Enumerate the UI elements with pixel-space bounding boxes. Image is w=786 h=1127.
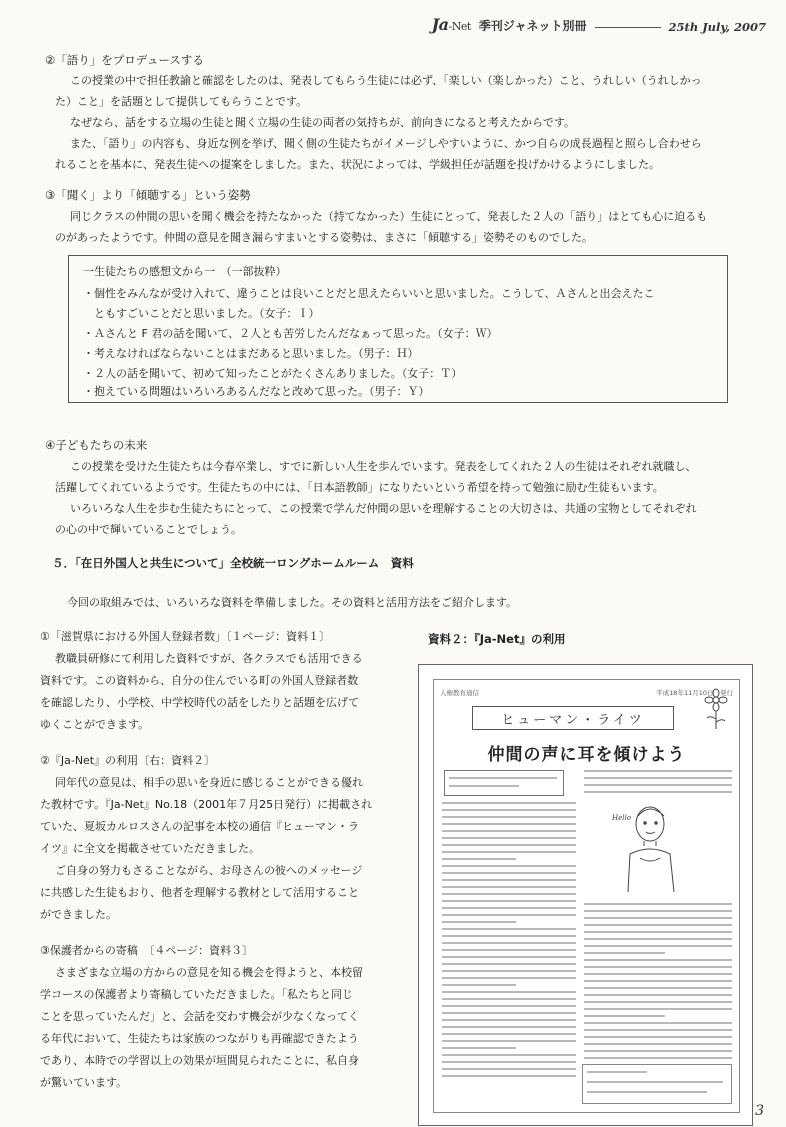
text-line: この授業の中で担任教諭と確認をしたのは、発表してもらう生徒には必ず、「楽しい（楽しかった）こと、うれしい（うれしかっ <box>70 74 702 87</box>
newsletter-text-line <box>584 770 732 772</box>
section-heading-listening: ③「聞く」より「傾聴する」という姿勢 <box>45 188 251 202</box>
newsletter-text-line <box>442 823 576 825</box>
newsletter-text-line <box>584 1022 732 1024</box>
text-line: また、「語り」の内容も、身近な例を挙げ、聞く側の生徒たちがイメージしやすいように、かつ自らの成長過程と照らし合わせら <box>70 137 702 150</box>
newsletter-text-line <box>584 784 732 786</box>
section-heading-future: ④子どもたちの未来 <box>45 438 148 452</box>
page-header <box>432 10 766 34</box>
newsletter-text-line <box>442 998 576 1000</box>
text-line: た教材です。『Ja-Net』No.18（2001年７月25日発行）に掲載され <box>40 798 373 811</box>
newsletter-text-line <box>442 809 576 811</box>
newsletter-text-line <box>442 970 576 972</box>
materials-list <box>40 626 410 1094</box>
text-line: 学コースの保護者より寄稿していただきました。「私たちと同じ <box>40 988 353 1001</box>
newsletter-text-line <box>442 928 576 930</box>
header-rule <box>595 27 661 28</box>
newsletter-text-line <box>584 966 732 968</box>
newsletter-text-line <box>442 914 576 916</box>
text-line: る年代において、生徒たちは家族のつながりも再確認できたよう <box>40 1032 359 1045</box>
newsletter-text-line <box>584 931 732 933</box>
text-line: イツ』に全文を掲載させていただきました。 <box>40 842 260 855</box>
newsletter-text-line <box>584 903 732 905</box>
material-heading-3: ③保護者からの寄稿 〔４ページ：資料３〕 <box>40 944 254 957</box>
figure-caption: 資料２：『Ja-Net』の利用 <box>428 632 566 646</box>
newsletter-text-line <box>442 935 576 937</box>
comment-line: ともすごいことだと思いました。（女子：Ｉ） <box>83 307 320 320</box>
text-line: であり、本時での学習以上の効果が垣間見られたことに、私自身 <box>40 1054 359 1067</box>
newsletter-text-line <box>442 858 516 860</box>
newsletter-text-line <box>442 879 576 881</box>
newsletter-text-line <box>442 991 576 993</box>
text-line: ゆくことができます。 <box>40 718 150 731</box>
newsletter-text-line <box>584 994 732 996</box>
newsletter-text-line <box>442 802 576 804</box>
newsletter-text-line <box>584 1036 732 1038</box>
newsletter-text-line <box>442 984 516 986</box>
comment-line: ・考えなければならないことはまだあると思いました。（男子：Ｈ） <box>83 347 419 360</box>
text-line: さまざまな立場の方からの意見を知る機会を得ようと、本校留 <box>55 966 363 979</box>
newsletter-text-line <box>442 851 576 853</box>
newsletter-text-line <box>442 1033 576 1035</box>
newsletter-text-line <box>584 910 732 912</box>
newsletter-text-line <box>442 942 576 944</box>
newsletter-text-line <box>584 938 732 940</box>
newsletter-frame <box>433 679 740 1113</box>
newsletter-text-line <box>442 956 576 958</box>
newsletter-text-line <box>584 952 665 954</box>
newsletter-text-line <box>442 1075 576 1077</box>
newsletter-headline: 仲間の声に耳を傾けよう <box>487 745 686 765</box>
person-hello-label: Hello <box>612 814 631 822</box>
text-line: が驚いています。 <box>40 1076 128 1089</box>
newsletter-date: 平成18年11月10日 発行 <box>656 689 733 697</box>
text-line: 活躍してくれているようです。生徒たちの中には、「日本語教師」になりたいという希望を持って勉強に励む生徒もいます。 <box>55 481 664 494</box>
section-body-future <box>55 456 745 540</box>
section-body-listening <box>55 206 745 248</box>
newsletter-text-line <box>584 924 732 926</box>
material-heading-2: ②『Ja-Net』の利用〔右：資料２〕 <box>40 754 216 767</box>
newsletter-text-line <box>584 777 732 779</box>
section-body-produce <box>55 70 745 175</box>
newsletter-text-line <box>442 844 576 846</box>
newsletter-text-line <box>442 1068 576 1070</box>
comment-line: ・２人の話を聞いて、初めて知ったことがたくさんありました。（女子：Ｔ） <box>83 367 463 380</box>
text-line: を確認したり、小学校、中学校時代の話をしたりと話題を広げて <box>40 696 359 709</box>
newsletter-text-line <box>442 1012 576 1014</box>
newsletter-text-line <box>442 886 576 888</box>
newsletter-text-line <box>584 1057 732 1059</box>
newsletter-text-line <box>584 987 732 989</box>
newsletter-text-line <box>442 921 516 923</box>
newsletter-text-line <box>584 917 732 919</box>
newsletter-text-line <box>442 837 576 839</box>
newsletter-text-line <box>584 959 732 961</box>
newsletter-text-line <box>442 816 576 818</box>
newsletter-text-line <box>584 791 732 793</box>
newsletter-text-line <box>442 1026 576 1028</box>
newsletter-org: 人権教育通信 <box>440 689 479 697</box>
newsletter-text-line <box>584 945 732 947</box>
newsletter-masthead <box>440 688 733 698</box>
newsletter-text-line <box>442 1019 576 1021</box>
newsletter-text-line <box>442 830 576 832</box>
issue-date: 25th July, 2007 <box>668 20 766 34</box>
janet-logo: Ja-Net <box>431 15 471 34</box>
text-line: ことを思っていたんだ」と、会話を交わす機会が少なくなってく <box>40 1010 359 1023</box>
newsletter-text-line <box>584 980 732 982</box>
text-line: の心の中で輝いていることでしょう。 <box>55 523 242 536</box>
text-line: ていた、夏坂カルロスさんの記事を本校の通信『ヒューマン・ラ <box>40 820 359 833</box>
text-line: なぜなら、話をする立場の生徒と聞く立場の生徒の両者の気持ちが、前向きになると考えたからです。 <box>70 116 576 129</box>
text-line: れることを基本に、発表生徒への提案をしました。また、状況によっては、学級担任が話題を投げかけるようにしました。 <box>55 158 660 171</box>
text-line: ができました。 <box>40 908 117 921</box>
text-line: 同じクラスの仲間の思いを聞く機会を持たなかった（持てなかった）生徒にとって、発表した２人の「語り」はとても心に迫るも <box>70 210 708 223</box>
text-line: ご自身の努力もさることながら、お母さんの彼へのメッセージ <box>55 864 363 877</box>
newsletter-image <box>418 664 753 1126</box>
person-illustration-icon <box>610 798 684 894</box>
text-line: に共感した生徒もおり、他者を理解する教材として活用すること <box>40 886 359 899</box>
newsletter-text-line <box>584 1008 732 1010</box>
series-title: 季刊ジャネット別冊 <box>478 19 587 33</box>
newsletter-text-line <box>442 1061 576 1063</box>
section-heading-materials: ５．「在日外国人と共生について」全校統一ロングホームルーム 資料 <box>52 556 414 570</box>
material-heading-1: ①「滋賀県における外国人登録者数」〔１ページ：資料１〕 <box>40 630 331 643</box>
newsletter-text-line <box>584 1043 732 1045</box>
newsletter-text-line <box>584 1015 665 1017</box>
text-line: 同年代の意見は、相手の思いを身近に感じることができる優れ <box>55 776 363 789</box>
comments-title: 一生徒たちの感想文から一 （一部抜粋） <box>83 265 287 278</box>
text-line: た）こと」を話題として提供してもらうことです。 <box>55 95 308 108</box>
materials-intro: 今回の取組みでは、いろいろな資料を準備しました。その資料と活用方法をご紹介します。 <box>67 596 518 609</box>
text-line: のがあったようです。仲間の意見を聞き漏らすまいとする姿勢は、まさに「傾聴する」姿勢そのものでした。 <box>55 231 594 244</box>
newsletter-text-line <box>442 893 576 895</box>
newsletter-footer-box <box>582 1064 732 1104</box>
text-line: この授業を受けた生徒たちは今春卒業し、すでに新しい人生を歩んでいます。発表をしてくれた２人の生徒はそれぞれ就職し、 <box>70 460 697 473</box>
newsletter-text-line <box>584 1029 732 1031</box>
text-line: 教職員研修にて利用した資料ですが、各クラスでも活用できる <box>55 652 363 665</box>
comment-line: ・個性をみんなが受け入れて、違うことは良いことだと思えたらいいと思いました。こうして、Ａさんと出会えたこ <box>83 287 655 300</box>
flower-icon <box>701 688 731 730</box>
newsletter-text-line <box>442 963 576 965</box>
newsletter-text-line <box>442 872 576 874</box>
newsletter-text-line <box>442 1054 576 1056</box>
student-comments-box <box>68 255 728 403</box>
newsletter-text-line <box>442 907 576 909</box>
newsletter-text-line <box>442 900 576 902</box>
comment-line: ・抱えている問題はいろいろあるんだなと改めて思った。（男子：Ｙ） <box>83 385 430 398</box>
newsletter-lead-box <box>444 770 564 796</box>
newsletter-text-line <box>442 1047 516 1049</box>
newsletter-text-line <box>442 865 576 867</box>
page-number: 3 <box>755 1103 764 1119</box>
newsletter-text-line <box>442 1005 576 1007</box>
newsletter-text-line <box>584 973 732 975</box>
newsletter-text-line <box>442 977 576 979</box>
newsletter-text-line <box>584 1001 732 1003</box>
comment-line: ・Ａさんと F 君の話を聞いて、２人とも苦労したんだなぁって思った。（女子：Ｗ） <box>83 327 498 340</box>
newsletter-text-line <box>442 949 576 951</box>
text-line: 資料です。この資料から、自分の住んでいる町の外国人登録者数 <box>40 674 359 687</box>
text-line: いろいろな人生を歩む生徒たちにとって、この授業で学んだ仲間の思いを理解することの大切さは、共通の宝物としてそれぞれ <box>70 502 697 515</box>
newsletter-text-line <box>584 1050 732 1052</box>
newsletter-banner: ヒューマン・ライツ <box>472 706 674 730</box>
newsletter-text-line <box>442 1040 576 1042</box>
section-heading-produce: ②「語り」をプロデュースする <box>45 53 204 67</box>
